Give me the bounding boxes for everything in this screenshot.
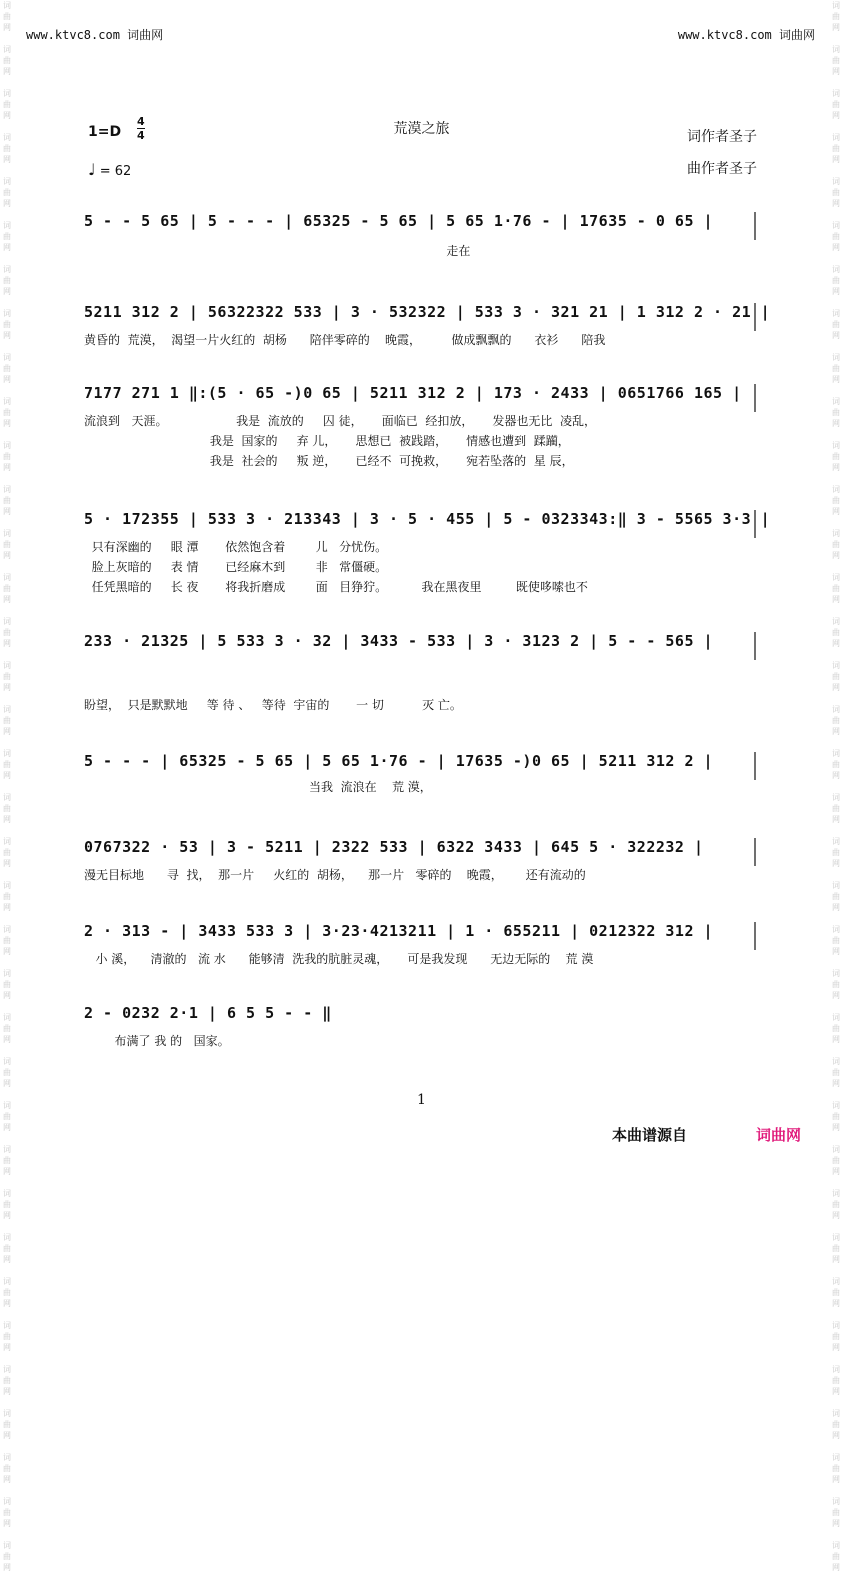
lyric-line: 盼望， 只是默默地 等 待 、 等待 宇宙的 一 切 灭 亡。: [84, 698, 462, 712]
lyric-line: 我是 国家的 弃 儿， 思想已 被践踏， 情感也遭到 蹂躏，: [84, 434, 570, 448]
watermark-right: 词 曲 网 词 曲 网 词 曲 网 词 曲 网 词 曲 网 词 曲 网 词 曲 网 词 曲 网 词 曲 网 词 曲 网 词 曲 网 词 曲 网 词 曲 网 词 曲 网 词 曲 网 词 曲 网 词 曲 网 词 曲 网 词 曲 网 词 曲 网 词 曲 网 词 曲 网 词 曲 网 词 曲 网 词 曲 网 词 曲 网 词 曲 网 词 曲 网 词 曲 网 词 曲 网 词 曲 网 词 曲 网 词 曲 网 词 曲 网 词 曲 网 词 曲 网: [832, 1, 840, 1572]
lyric-line: 流浪到 天涯。 我是 流放的 囚 徒， 面临已 经扣放， 发器也无比 凌乱，: [84, 414, 597, 428]
composer-credit: 曲作者圣子: [687, 161, 757, 177]
source-label: 本曲谱源自: [612, 1126, 688, 1144]
brand-logo: 词曲网: [756, 1126, 802, 1144]
site-header-left: www.ktvc8.com 词曲网: [26, 28, 164, 42]
lyric-line: 黄昏的 荒漠， 渴望一片火红的 胡杨 陪伴零碎的 晚霞， 做成飘飘的 衣衫 陪我: [84, 333, 606, 347]
notation-line: 7177 271 1 ‖:(5 · 65 -)0 65 | 5211 312 2 | 173 · 2433 | 0651766 165 |: [84, 384, 742, 402]
notation-line: 5 - - 5 65 | 5 - - - | 65325 - 5 65 | 5 65 1·76 - | 17635 - 0 65 |: [84, 212, 714, 230]
lyric-line: 脸上灰暗的 表 情 已经麻木到 非 常僵硬。: [84, 560, 388, 574]
notation-line: 5 - - - | 65325 - 5 65 | 5 65 1·76 - | 17635 -)0 65 | 5211 312 2 |: [84, 752, 714, 770]
lyric-line: 走在: [84, 244, 471, 258]
lyric-line: 当我 流浪在 荒 漠，: [84, 780, 432, 794]
lyric-line: 布满了 我 的 国家。: [84, 1034, 230, 1048]
notation-line: 2 · 313 - | 3433 533 3 | 3·23·4213211 | 1 · 655211 | 0212322 312 |: [84, 922, 714, 940]
song-title: 荒漠之旅: [393, 121, 450, 137]
notation-line: 5211 312 2 | 56322322 533 | 3 · 532322 | 533 3 · 321 21 | 1 312 2 · 21 |: [84, 303, 771, 321]
notation-line: 2 - 0232 2·1 | 6 5 5 - - ‖: [84, 1004, 332, 1022]
notation-line: 5 · 172355 | 533 3 · 213343 | 3 · 5 · 455 | 5 - 0323343:‖ 3 - 5565 3·3 |: [84, 510, 771, 528]
tempo-value: = 62: [99, 164, 132, 179]
time-signature: [137, 115, 145, 142]
lyric-line: 漫无目标地 寻 找， 那一片 火红的 胡杨， 那一片 零碎的 晚霞， 还有流动的: [84, 868, 586, 882]
watermark-left: 词 曲 网 词 曲 网 词 曲 网 词 曲 网 词 曲 网 词 曲 网 词 曲 网 词 曲 网 词 曲 网 词 曲 网 词 曲 网 词 曲 网 词 曲 网 词 曲 网 词 曲 网 词 曲 网 词 曲 网 词 曲 网 词 曲 网 词 曲 网 词 曲 网 词 曲 网 词 曲 网 词 曲 网 词 曲 网 词 曲 网 词 曲 网 词 曲 网 词 曲 网 词 曲 网 词 曲 网 词 曲 网 词 曲 网 词 曲 网 词 曲 网 词 曲 网: [3, 1, 11, 1572]
time-signature-top: 4: [137, 115, 145, 128]
lyric-line: 小 溪， 清澈的 流 水 能够清 洗我的肮脏灵魂， 可是我发现 无边无际的 荒 漠: [84, 952, 594, 966]
notation-line: 233 · 21325 | 5 533 3 · 32 | 3433 - 533 | 3 · 3123 2 | 5 - - 565 |: [84, 632, 714, 650]
site-header-right: www.ktvc8.com 词曲网: [677, 28, 815, 42]
lyric-line: 任凭黑暗的 长 夜 将我折磨成 面 目狰狞。 我在黑夜里 既使哆嗦也不: [84, 580, 588, 594]
notation-line: 0767322 · 53 | 3 - 5211 | 2322 533 | 6322 3433 | 645 5 · 322232 |: [84, 838, 704, 856]
page-number: 1: [417, 1092, 426, 1108]
lyric-line: 只有深幽的 眼 潭 依然饱含着 儿 分忧伤。: [84, 540, 388, 554]
key-signature: 1=D: [88, 124, 122, 140]
lyricist-credit: 词作者圣子: [687, 129, 757, 145]
time-signature-bottom: 4: [137, 129, 145, 142]
lyric-line: 我是 社会的 叛 逆， 已经不 可挽救， 宛若坠落的 星 辰，: [84, 454, 574, 468]
quarter-note-icon: ♩: [88, 160, 96, 179]
tempo-marking: [88, 160, 131, 179]
